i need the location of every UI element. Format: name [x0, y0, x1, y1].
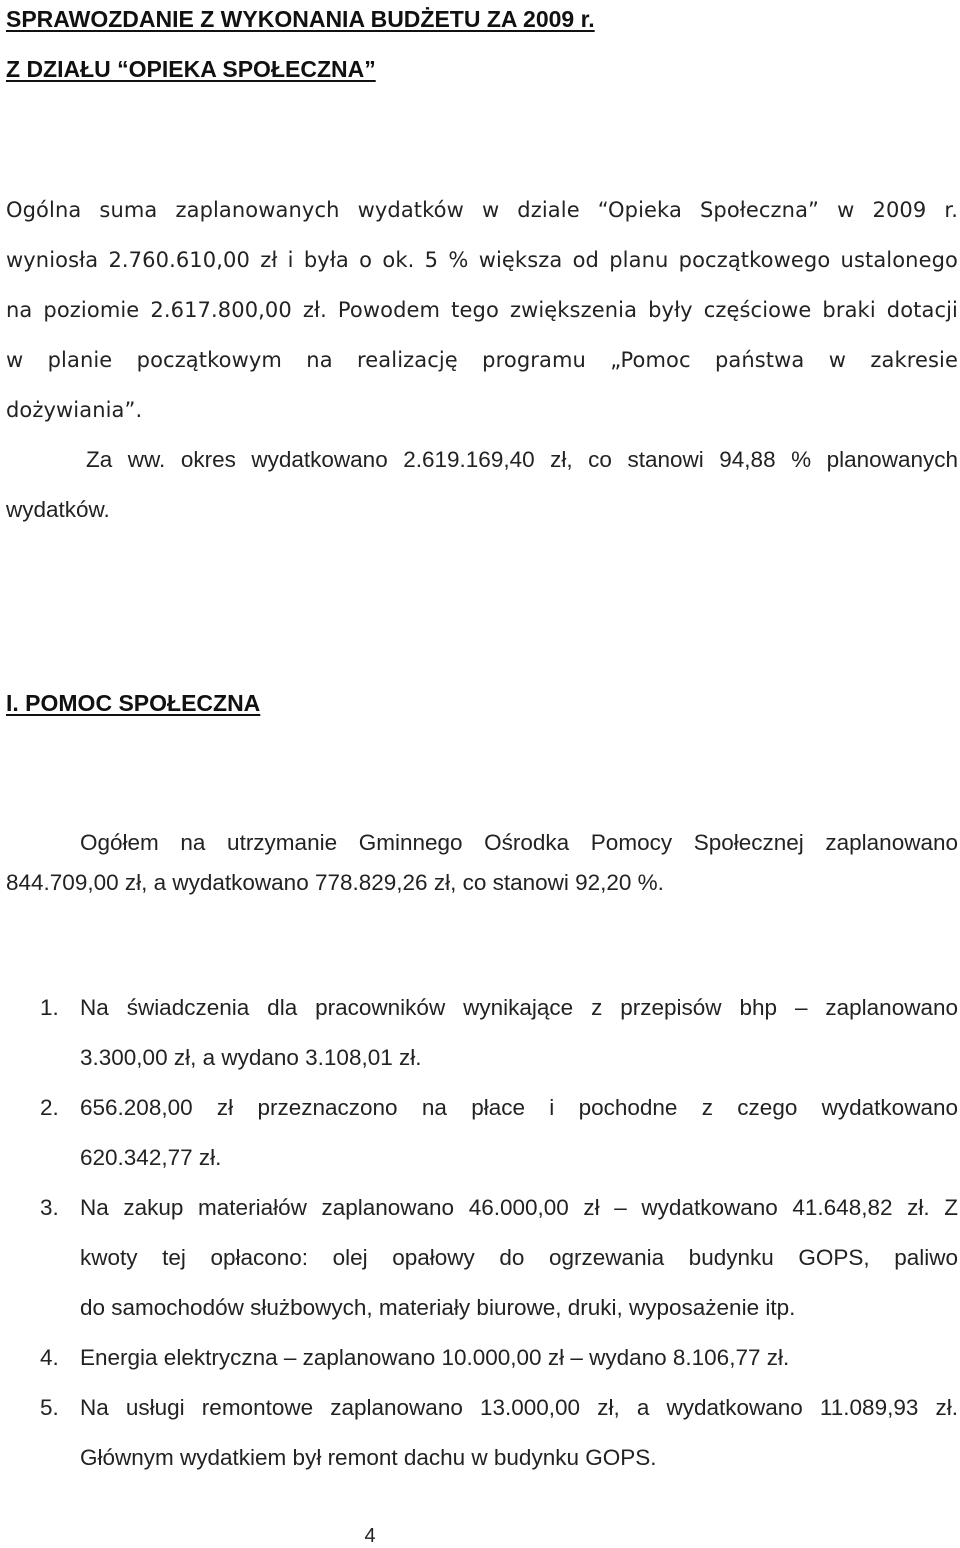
section-title: I. POMOC SPOŁECZNA	[6, 690, 261, 716]
section-summary-line-1: Ogółem na utrzymanie Gminnego Ośrodka Pomocy Społecznej zaplanowano	[80, 830, 958, 855]
list-item-line: Na zakup materiałów zaplanowano 46.000,00 zł – wydatkowano 41.648,82 zł. Z	[80, 1195, 958, 1220]
intro-line-5: dożywiania”.	[6, 398, 143, 422]
execution-line-1: Za ww. okres wydatkowano 2.619.169,40 zł, co stanowi 94,88 % planowanych	[86, 447, 958, 472]
report-title: SPRAWOZDANIE Z WYKONANIA BUDŻETU ZA 2009 r.	[6, 6, 595, 32]
list-item-number: 2.	[40, 1095, 59, 1120]
report-subtitle: Z DZIAŁU “OPIEKA SPOŁECZNA”	[6, 56, 376, 82]
intro-line-1: Ogólna suma zaplanowanych wydatków w dziale “Opieka Społeczna” w 2009 r.	[6, 198, 958, 222]
list-item-line: 3.300,00 zł, a wydano 3.108,01 zł.	[80, 1045, 422, 1070]
list-item-number: 4.	[40, 1345, 59, 1370]
execution-line-2: wydatków.	[6, 497, 110, 522]
list-item-line: Na świadczenia dla pracowników wynikające z przepisów bhp – zaplanowano	[80, 995, 958, 1020]
list-item-line: Głównym wydatkiem był remont dachu w budynku GOPS.	[80, 1445, 657, 1470]
list-item-line: kwoty tej opłacono: olej opałowy do ogrzewania budynku GOPS, paliwo	[80, 1245, 958, 1270]
list-item-number: 5.	[40, 1395, 59, 1420]
intro-line-2: wyniosła 2.760.610,00 zł i była o ok. 5 % większa od planu początkowego ustalonego	[6, 248, 958, 272]
section-summary-line-2: 844.709,00 zł, a wydatkowano 778.829,26 zł, co stanowi 92,20 %.	[6, 870, 664, 895]
list-item-line: do samochodów służbowych, materiały biurowe, druki, wyposażenie itp.	[80, 1295, 796, 1320]
list-item-number: 1.	[40, 995, 59, 1020]
list-item-number: 3.	[40, 1195, 59, 1220]
page-number: 4	[364, 1525, 376, 1547]
list-item-line: Energia elektryczna – zaplanowano 10.000,00 zł – wydano 8.106,77 zł.	[80, 1345, 790, 1370]
intro-line-4: w planie początkowym na realizację programu „Pomoc państwa w zakresie	[6, 348, 958, 372]
intro-line-3: na poziomie 2.617.800,00 zł. Powodem tego zwiększenia były częściowe braki dotacji	[6, 298, 958, 322]
list-item-line: 656.208,00 zł przeznaczono na płace i pochodne z czego wydatkowano	[80, 1095, 958, 1120]
list-item-line: Na usługi remontowe zaplanowano 13.000,00 zł, a wydatkowano 11.089,93 zł.	[80, 1395, 958, 1420]
list-item-line: 620.342,77 zł.	[80, 1145, 222, 1170]
